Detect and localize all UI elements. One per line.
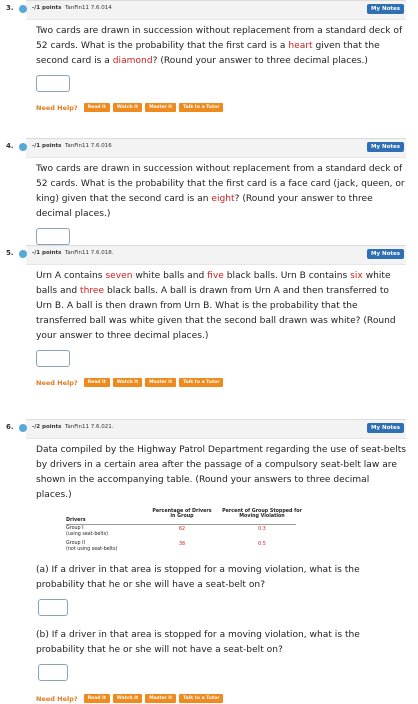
seat-belt-table bbox=[62, 509, 302, 563]
need-help-label: Need Help? bbox=[36, 378, 78, 387]
table-header-stopped: Percent of Group Stopped for Moving Violation bbox=[222, 509, 302, 519]
talk-to-tutor-button[interactable]: Talk to a Tutor bbox=[179, 103, 223, 112]
points-value: -/1 points bbox=[32, 143, 62, 149]
status-icon bbox=[19, 5, 27, 13]
question-5 bbox=[6, 245, 406, 388]
watch-it-button[interactable]: Watch It bbox=[113, 378, 142, 387]
part-a-text: (a) If a driver in that area is stopped for a moving violation, what is the probability that he or she will have a seat-belt on? bbox=[36, 565, 360, 590]
points-label bbox=[32, 250, 114, 256]
part-b-text: (b) If a driver in that area is stopped for a moving violation, what is the probability that he or she will not have a seat-belt on? bbox=[36, 630, 360, 655]
my-notes-button[interactable]: My Notes bbox=[367, 423, 404, 433]
question-number: 6. bbox=[6, 423, 14, 431]
master-it-button[interactable]: Master It bbox=[145, 694, 176, 703]
my-notes-button[interactable]: My Notes bbox=[367, 4, 404, 14]
question-ref: TanFin11 7.6.016 bbox=[64, 143, 112, 149]
need-help-label: Need Help? bbox=[36, 694, 78, 703]
read-it-button[interactable]: Read It bbox=[84, 694, 110, 703]
table-header-drivers: Drivers bbox=[66, 518, 86, 523]
points-value: -/1 points bbox=[32, 250, 62, 256]
table-row-stopped: 0.5 bbox=[258, 542, 266, 547]
table-header-percentage: Percentage of Drivers in Group bbox=[152, 509, 212, 519]
table-row-sub: (not using seat-belts) bbox=[66, 547, 118, 552]
points-label bbox=[32, 143, 112, 149]
question-text: Two cards are drawn in succession without replacement from a standard deck of 52 cards. What is the probability that the first card is a face card (jack, queen, or king) given that the second card is an eight? (Round your answer to three decimal places.) bbox=[36, 164, 405, 219]
read-it-button[interactable]: Read It bbox=[84, 103, 110, 112]
talk-to-tutor-button[interactable]: Talk to a Tutor bbox=[179, 378, 223, 387]
master-it-button[interactable]: Master It bbox=[145, 378, 176, 387]
question-header bbox=[6, 419, 406, 439]
question-ref: TanFin11 7.6.018. bbox=[64, 250, 114, 256]
help-bar bbox=[36, 377, 406, 388]
points-value: -/2 points bbox=[32, 424, 62, 430]
highlighted-value: five bbox=[207, 271, 224, 281]
question-header bbox=[6, 138, 406, 158]
question-text: Two cards are drawn in succession without replacement from a standard deck of 52 cards. What is the probability that the first card is a heart given that the second card is a diamond? (Round your answer to three decimal places.) bbox=[36, 26, 403, 66]
help-bar bbox=[36, 693, 406, 704]
read-it-button[interactable]: Read It bbox=[84, 378, 110, 387]
watch-it-button[interactable]: Watch It bbox=[113, 694, 142, 703]
table-divider bbox=[66, 524, 296, 525]
part-b-answer-input[interactable] bbox=[38, 664, 68, 681]
table-row-stopped: 0.3 bbox=[258, 527, 266, 532]
highlighted-value: six bbox=[350, 271, 363, 281]
status-icon bbox=[19, 424, 27, 432]
question-number: 5. bbox=[6, 249, 14, 257]
master-it-button[interactable]: Master It bbox=[145, 103, 176, 112]
need-help-label: Need Help? bbox=[36, 103, 78, 112]
highlighted-value: eight bbox=[211, 194, 235, 204]
points-label bbox=[32, 424, 114, 430]
table-row-pct: 38 bbox=[178, 542, 186, 547]
question-ref: TanFin11 7.6.021. bbox=[64, 424, 114, 430]
my-notes-button[interactable]: My Notes bbox=[367, 249, 404, 259]
question-text: Data compiled by the Highway Patrol Department regarding the use of seat-belts by drivers in a certain area after the passage of a compulsory seat-belt law are shown in the accompanying table. (Round your answers to three decimal places.) bbox=[36, 445, 406, 500]
question-number: 3. bbox=[6, 4, 14, 12]
answer-input[interactable] bbox=[36, 350, 70, 367]
question-header bbox=[6, 245, 406, 265]
my-notes-button[interactable]: My Notes bbox=[367, 142, 404, 152]
highlighted-value: three bbox=[80, 286, 105, 296]
answer-input[interactable] bbox=[36, 75, 70, 92]
help-bar bbox=[36, 102, 406, 113]
status-icon bbox=[19, 143, 27, 151]
table-row-group: Group II bbox=[66, 541, 85, 546]
table-row-group: Group I bbox=[66, 526, 84, 531]
answer-input[interactable] bbox=[36, 228, 70, 245]
highlighted-value: heart bbox=[288, 41, 313, 51]
table-row-pct: 62 bbox=[178, 527, 186, 532]
table-row-sub: (using seat-belts) bbox=[66, 532, 108, 537]
points-label bbox=[32, 5, 112, 11]
question-6 bbox=[6, 419, 406, 704]
question-header bbox=[6, 0, 406, 20]
part-a-answer-input[interactable] bbox=[38, 599, 68, 616]
question-text: Urn A contains seven white balls and five black balls. Urn B contains six white balls and three black balls. A ball is drawn from Urn A and then transferred to Urn B. A ball is then drawn from Urn B. What is the probability that the transferred ball was white given that the second ball drawn was white? (Round your answer to three decimal places.) bbox=[36, 271, 396, 341]
status-icon bbox=[19, 250, 27, 258]
question-3 bbox=[6, 0, 406, 113]
highlighted-value: diamond bbox=[112, 56, 153, 66]
talk-to-tutor-button[interactable]: Talk to a Tutor bbox=[179, 694, 223, 703]
highlighted-value: seven bbox=[105, 271, 133, 281]
points-value: -/1 points bbox=[32, 5, 62, 11]
question-ref: TanFin11 7.6.014 bbox=[64, 5, 112, 11]
question-number: 4. bbox=[6, 142, 14, 150]
watch-it-button[interactable]: Watch It bbox=[113, 103, 142, 112]
